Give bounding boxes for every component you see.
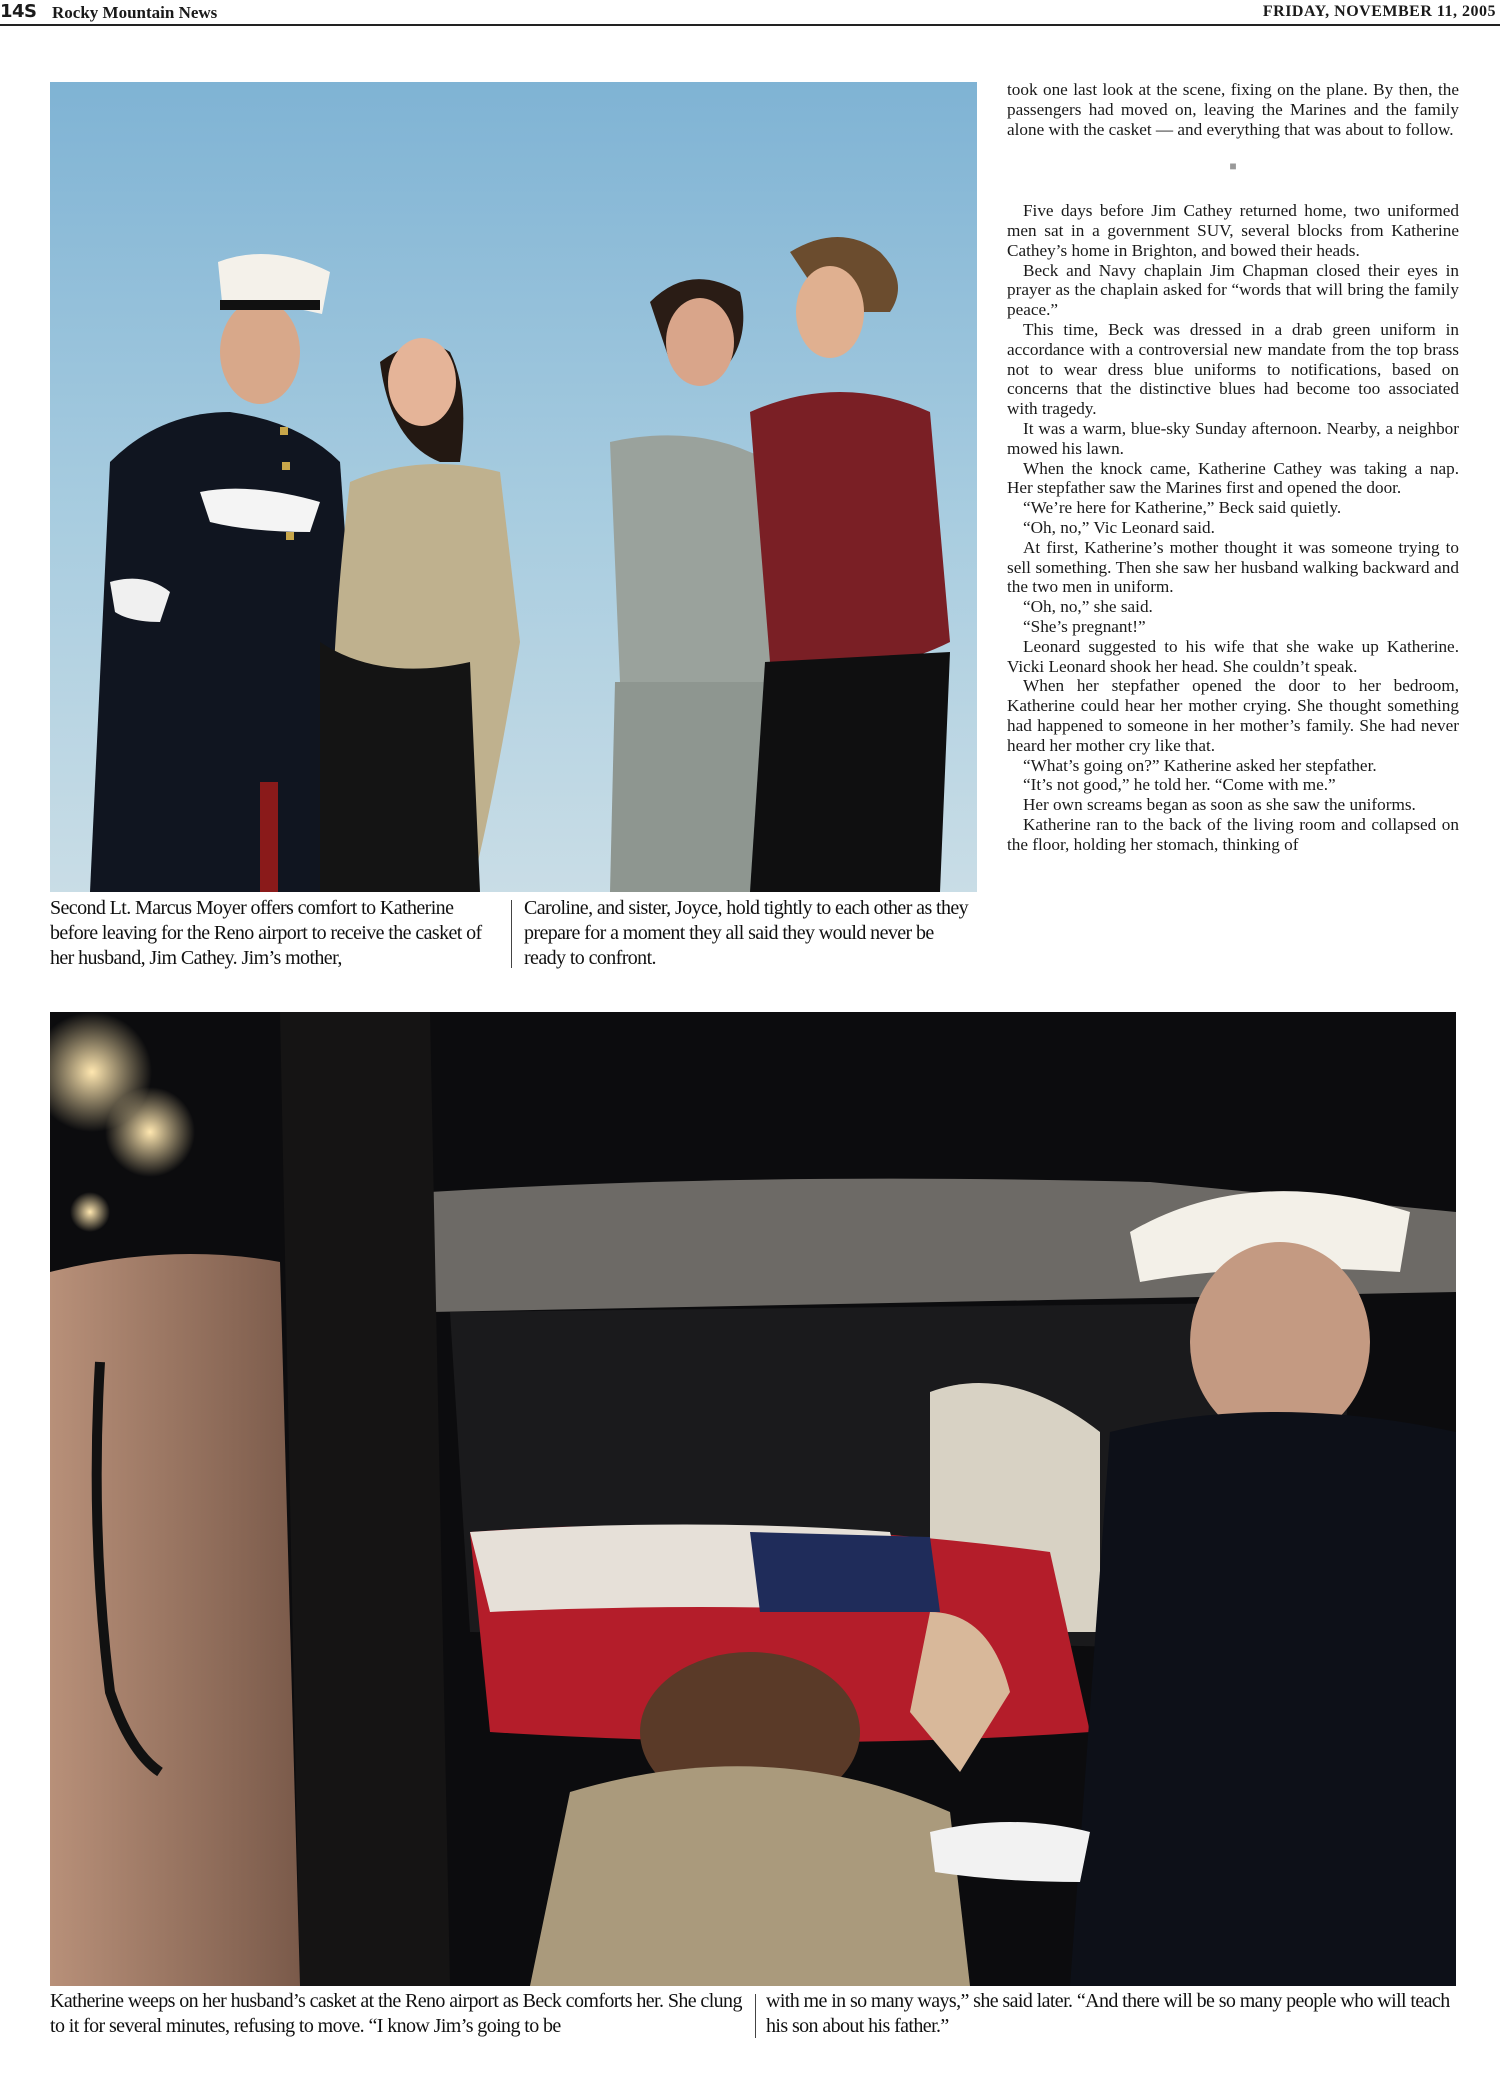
article-paragraph: At first, Katherine’s mother thought it was someone trying to sell something. Then she saw her husband walking backward and the two men in uniform. [1007, 537, 1459, 597]
photo1-caption-left: Second Lt. Marcus Moyer offers comfort to Katherine before leaving for the Reno airport to receive the casket of her husband, Jim Cathey. Jim’s mother, [50, 897, 482, 969]
casket-hearse-photo [50, 1012, 1456, 1986]
article-opening: took one last look at the scene, fixing on the plane. By then, the passengers had moved on, leaving the Marines and the family alone with the casket — and everything that was about to follow. [1007, 80, 1459, 139]
article-paragraph: “We’re here for Katherine,” Beck said quietly. [1023, 498, 1342, 518]
article-paragraph: “Oh, no,” Vic Leonard said. [1023, 517, 1215, 537]
article-paragraph: Five days before Jim Cathey returned home, two uniformed men sat in a government SUV, several blocks from Katherine Cathey’s home in Brighton, and bowed their heads. [1007, 201, 1459, 260]
family-portrait-illustration [50, 82, 977, 892]
article-paragraph: This time, Beck was dressed in a drab green uniform in accordance with a controversial new mandate from the top brass not to wear dress blue uniforms to notifications, based on concerns that the distinctive blues had become too associated with tragedy. [1007, 319, 1459, 419]
newspaper-name: Rocky Mountain News [52, 3, 218, 22]
article-paragraph: Leonard suggested to his wife that she wake up Katherine. Vicki Leonard shook her head. She couldn’t speak. [1007, 636, 1459, 676]
article-paragraph: “It’s not good,” he told her. “Come with me.” [1023, 775, 1336, 795]
photo1-caption-right: Caroline, and sister, Joyce, hold tightly to each other as they prepare for a moment they all said they would never be ready to confront. [524, 897, 969, 969]
article-column [1007, 80, 1459, 854]
caption-divider [511, 900, 512, 968]
photo2-caption-left: Katherine weeps on her husband’s casket at the Reno airport as Beck comforts her. She clung to it for several minutes, refusing to move. “I know Jim’s going to be [50, 1990, 742, 2037]
article-paragraph: “Oh, no,” she said. [1023, 597, 1153, 617]
casket-scene-illustration [50, 1012, 1456, 1986]
article-paragraph: When her stepfather opened the door to her bedroom, Katherine could hear her mother crying. She thought something had happened to someone in her mother’s family. She had never heard her mother cry like that. [1007, 676, 1459, 755]
article-paragraph: Katherine ran to the back of the living room and collapsed on the floor, holding her stomach, thinking of [1007, 814, 1459, 854]
article-paragraph: “What’s going on?” Katherine asked her stepfather. [1023, 755, 1377, 775]
family-portrait-photo [50, 82, 977, 892]
issue-date: FRIDAY, NOVEMBER 11, 2005 [1262, 3, 1496, 20]
article-paragraph: Her own screams began as soon as she saw the uniforms. [1023, 795, 1416, 815]
section-separator: ■ [1229, 159, 1237, 174]
caption-divider [755, 1994, 756, 2038]
page-number: 14S [0, 1, 37, 22]
article-paragraph: “She’s pregnant!” [1023, 616, 1146, 636]
page-header [0, 0, 1500, 26]
article-paragraph: When the knock came, Katherine Cathey was taking a nap. Her stepfather saw the Marines first and opened the door. [1007, 458, 1459, 498]
photo2-caption-right: with me in so many ways,” she said later. “And there will be so many people who will teach his son about his father.” [766, 1990, 1450, 2037]
article-paragraph: It was a warm, blue-sky Sunday afternoon. Nearby, a neighbor mowed his lawn. [1007, 418, 1459, 458]
article-paragraph: Beck and Navy chaplain Jim Chapman closed their eyes in prayer as the chaplain asked for “words that will bring the family peace.” [1007, 260, 1459, 320]
